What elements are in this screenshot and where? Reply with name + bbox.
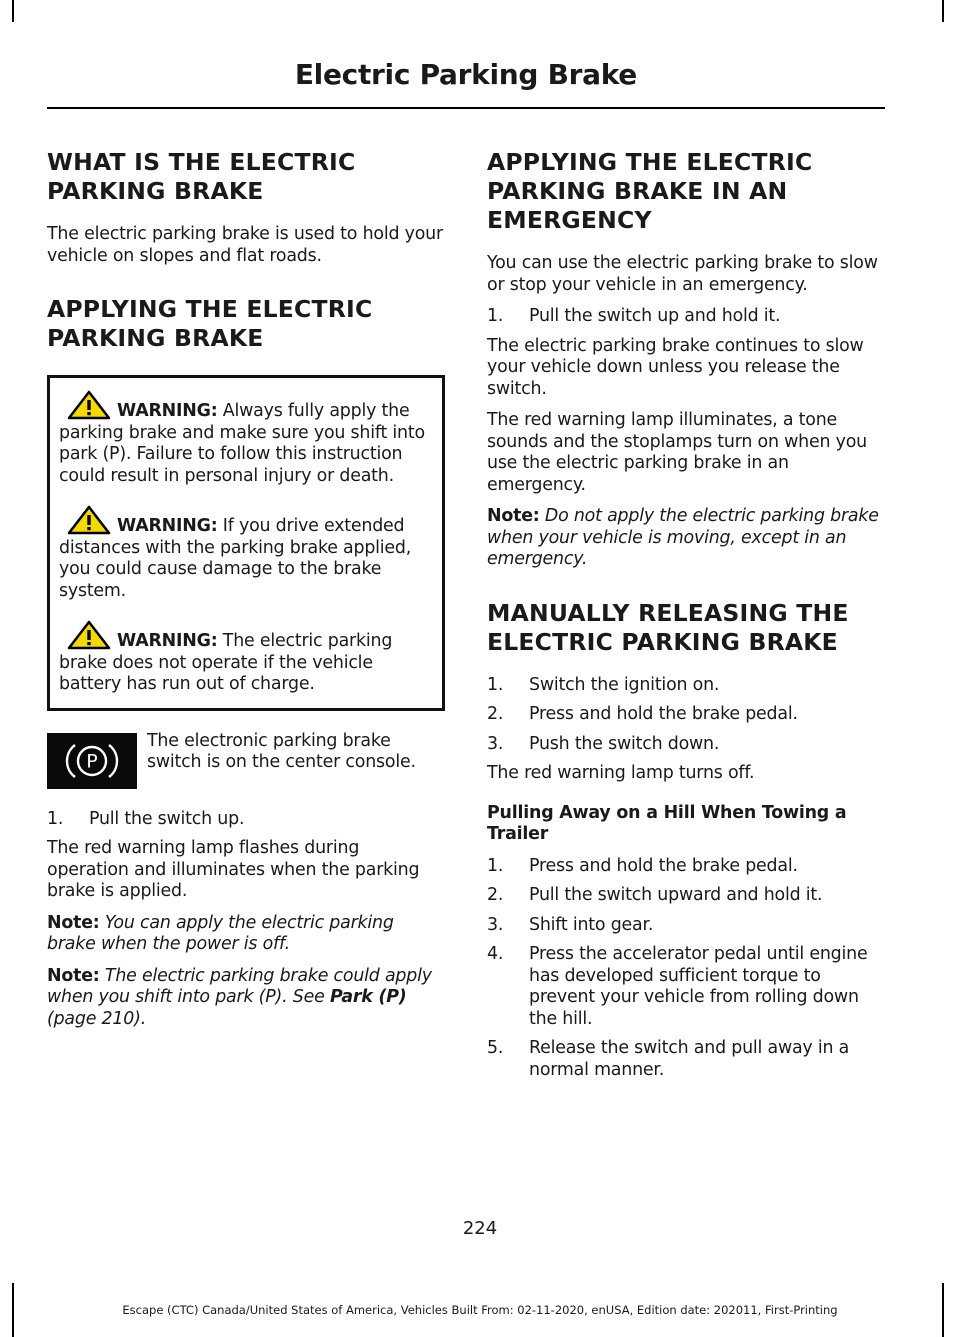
note: Note: You can apply the electric parking brake when the power is off. (47, 912, 394, 954)
warning-label: WARNING: (117, 401, 218, 421)
section-text: The electric parking brake is used to hold your vehicle on slopes and flat roads. (47, 224, 443, 266)
page-footer: Escape (CTC) Canada/United States of America, Vehicles Built From: 02-11-2020, enUSA, Edition date: 202011, First-Printing (122, 1303, 838, 1317)
step-list (487, 856, 885, 1082)
section-heading: APPLYING THE ELECTRIC PARKING BRAKE (47, 295, 373, 352)
list-item: 3. Shift into gear. (487, 914, 654, 935)
page-header-title: Electric Parking Brake (294, 58, 637, 91)
crop-mark (12, 0, 14, 22)
section-heading: APPLYING THE ELECTRIC PARKING BRAKE IN AN EMERGENCY (487, 148, 813, 234)
section-text: The red warning lamp illuminates, a tone sounds and the stoplamps turn on when you use the electric parking brake in an emergency. (487, 410, 867, 495)
step-list (487, 675, 885, 756)
warning-item (59, 390, 434, 487)
lamp-text: The red warning lamp flashes during operation and illuminates when the parking brake is applied. (47, 838, 420, 901)
note: Note: The electric parking brake could apply when you shift into park (P). See Park (P) (page 210). (47, 965, 432, 1029)
list-item: 5. Release the switch and pull away in a normal manner. (487, 1038, 850, 1080)
subheading: Pulling Away on a Hill When Towing a Trailer (487, 802, 847, 844)
warning-triangle-icon (67, 390, 111, 420)
list-item: 2. Press and hold the brake pedal. (487, 704, 798, 724)
list-item: 1. Pull the switch up. (47, 808, 245, 829)
right-column (487, 148, 885, 1089)
header-divider (47, 107, 885, 109)
warning-label: WARNING: (117, 631, 218, 651)
list-item: 1. Pull the switch up and hold it. (487, 306, 781, 326)
warning-triangle-icon (67, 505, 111, 535)
step-list (487, 306, 885, 328)
left-column (47, 148, 445, 1030)
warning-item (59, 620, 434, 696)
switch-location-text: The electronic parking brake switch is on the center console. (147, 730, 416, 772)
warning-label: WARNING: (117, 516, 218, 536)
list-item: 1. Press and hold the brake pedal. (487, 855, 798, 876)
crop-mark (942, 0, 944, 22)
list-item: 1. Switch the ignition on. (487, 674, 720, 695)
warning-text: Always fully apply the parking brake and make sure you shift into park (P). Failure to follow this instruction could result in personal injury or death. (59, 401, 425, 486)
warning-item (59, 505, 434, 602)
section-heading: WHAT IS THE ELECTRIC PARKING BRAKE (47, 148, 356, 205)
section-text: The electric parking brake continues to slow your vehicle down unless you release the switch. (487, 335, 864, 399)
page-number: 224 (462, 1218, 498, 1239)
section-text: The red warning lamp turns off. (487, 763, 755, 783)
parking-brake-switch-icon (47, 733, 137, 789)
page-reference-link[interactable]: Park (P) (329, 987, 407, 1007)
switch-info (47, 731, 445, 809)
note: Note: Do not apply the electric parking brake when your vehicle is moving, except in an emergency. (487, 506, 879, 569)
switch-icon-letter: P (86, 750, 98, 772)
list-item: 4. Press the accelerator pedal until engine has developed sufficient torque to prevent your vehicle from rolling down the hill. (487, 944, 868, 1029)
warning-text: If you drive extended distances with the parking brake applied, you could cause damage to the brake system. (59, 516, 412, 601)
section-heading: MANUALLY RELEASING THE ELECTRIC PARKING BRAKE (487, 598, 849, 656)
section-text: You can use the electric parking brake to slow or stop your vehicle in an emergency. (487, 253, 878, 295)
warning-text: The electric parking brake does not operate if the vehicle battery has run out of charge. (59, 631, 393, 694)
step-list (47, 809, 445, 831)
warning-triangle-icon (67, 620, 111, 650)
list-item: 3. Push the switch down. (487, 733, 720, 754)
list-item: 2. Pull the switch upward and hold it. (487, 885, 823, 905)
warning-box (47, 375, 445, 711)
